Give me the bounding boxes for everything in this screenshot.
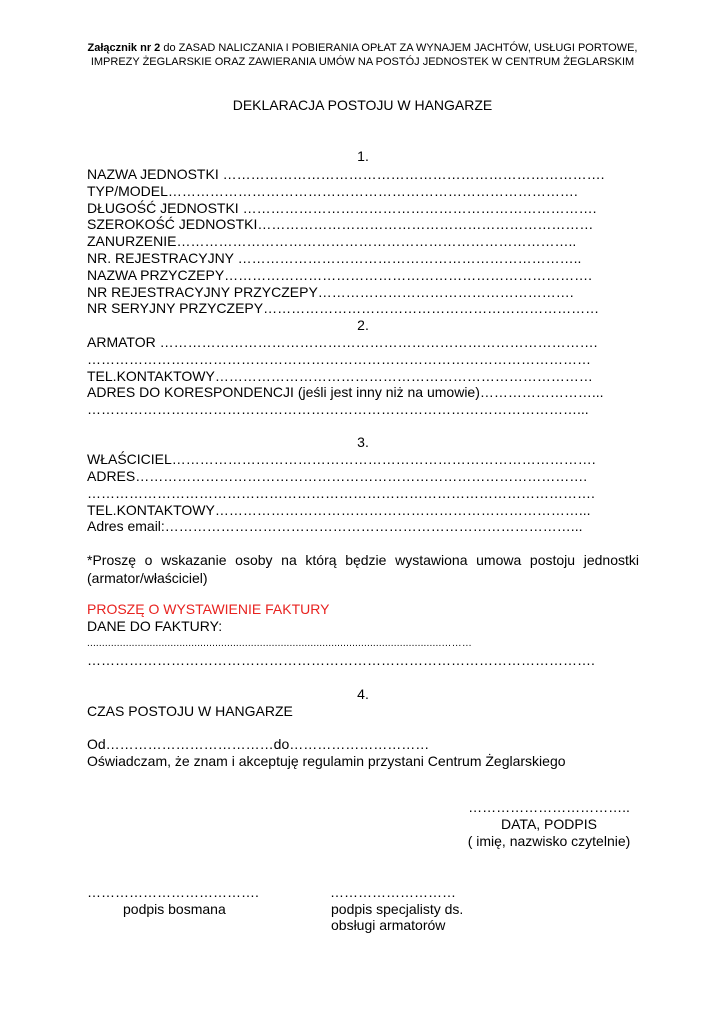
storage-period-heading: CZAS POSTOJU W HANGARZE	[87, 703, 293, 719]
section-2-number: 2.	[357, 317, 369, 333]
storage-period-dates: Od………………………………do…………………………	[87, 736, 430, 752]
field-owner-email: Adres email:……………………………………………………………………………...	[87, 518, 583, 534]
section-1-number: 1.	[357, 148, 369, 164]
field-owner-operator: ARMATOR ………………………………………………………………………………….	[87, 334, 598, 350]
field-trailer-serial: NR SERYJNY PRZYCZEPY………………………………………………………………	[87, 300, 600, 316]
field-operator-phone: TEL.KONTAKTOWY………………………………………………………………………	[87, 368, 593, 384]
field-owner-operator-cont: ………………………………………………………………………………………………	[87, 351, 591, 367]
field-correspondence-address-cont: ……………………………………………………………………………………………...	[87, 401, 589, 417]
regulations-statement: Oświadczam, że znam i akceptuję regulamin przystani Centrum Żeglarskiego	[87, 753, 566, 769]
specialist-signature-label-2: obsługi armatorów	[331, 917, 446, 933]
field-unit-name: NAZWA JEDNOSTKI ……………………………………………………………………….	[87, 166, 605, 182]
date-signature-sublabel: ( imię, nazwisko czytelnie)	[467, 833, 631, 849]
specialist-signature-dots: ………………………	[330, 884, 456, 900]
invoice-data-line-2: ……………………………………………………………………………………………….	[87, 652, 595, 668]
header-line-2: IMPREZY ŻEGLARSKIE ORAZ ZAWIERANIA UMÓW NA POSTÓJ JEDNOSTEK W CENTRUM ŻEGLARSKIM	[90, 56, 635, 68]
field-registration-number: NR. REJESTRACYJNY ………………………………………………………………..	[87, 250, 582, 266]
field-owner-phone: TEL.KONTAKTOWY……………………………………………………………………...	[87, 502, 591, 518]
section-4-number: 4.	[357, 686, 369, 702]
invoice-request-heading: PROSZĘ O WYSTAWIENIE FAKTURY	[87, 601, 330, 617]
field-unit-length: DŁUGOŚĆ JEDNOSTKI ………………………………………………………………….	[87, 200, 597, 216]
field-unit-width: SZEROKOŚĆ JEDNOSTKI………………………………………………………………	[87, 216, 594, 232]
field-trailer-registration: NR REJESTRACYJNY PRZYCZEPY……………………………………………….	[87, 284, 574, 300]
header-line-1	[0, 42, 725, 54]
invoice-data-label: DANE DO FAKTURY:	[87, 618, 223, 634]
bosman-signature-label: podpis bosmana	[123, 901, 226, 917]
header-line-1-rest: do ZASAD NALICZANIA I POBIERANIA OPŁAT ZA WYNAJEM JACHTÓW, USŁUGI PORTOWE,	[160, 42, 638, 54]
header-attachment-label: Załącznik nr 2	[87, 42, 161, 54]
field-draft: ZANURZENIE…………………………………………………………………………..	[87, 233, 577, 249]
field-trailer-name: NAZWA PRZYCZEPY…………………………………………………………………….	[87, 267, 593, 283]
section-3-number: 3.	[357, 434, 369, 450]
field-owner-address: ADRES…………………………………………………………………………………….	[87, 468, 588, 484]
invoice-data-line-1: .......................................................................................................................………	[87, 638, 473, 649]
field-owner-address-cont: ……………………………………………………………………………………………….	[87, 485, 595, 501]
date-signature-label: DATA, PODPIS	[501, 816, 597, 832]
field-correspondence-address: ADRES DO KORESPONDENCJI (jeśli jest inny niż na umowie)……………………...	[87, 384, 604, 400]
contract-recipient-note: *Proszę o wskazanie osoby na którą będzie wystawiona umowa postoju jednostki (armator/właściciel)	[87, 552, 639, 586]
bosman-signature-dots: ……………………………….	[87, 884, 259, 900]
document-title: DEKLARACJA POSTOJU W HANGARZE	[232, 97, 493, 113]
specialist-signature-label-1: podpis specjalisty ds.	[331, 901, 464, 917]
field-owner: WŁAŚCICIEL……………………………………………………………………………….	[87, 451, 596, 467]
date-signature-dots: ……………………………..	[468, 799, 630, 815]
field-type-model: TYP/MODEL…………………………………………………………………………….	[87, 183, 578, 199]
